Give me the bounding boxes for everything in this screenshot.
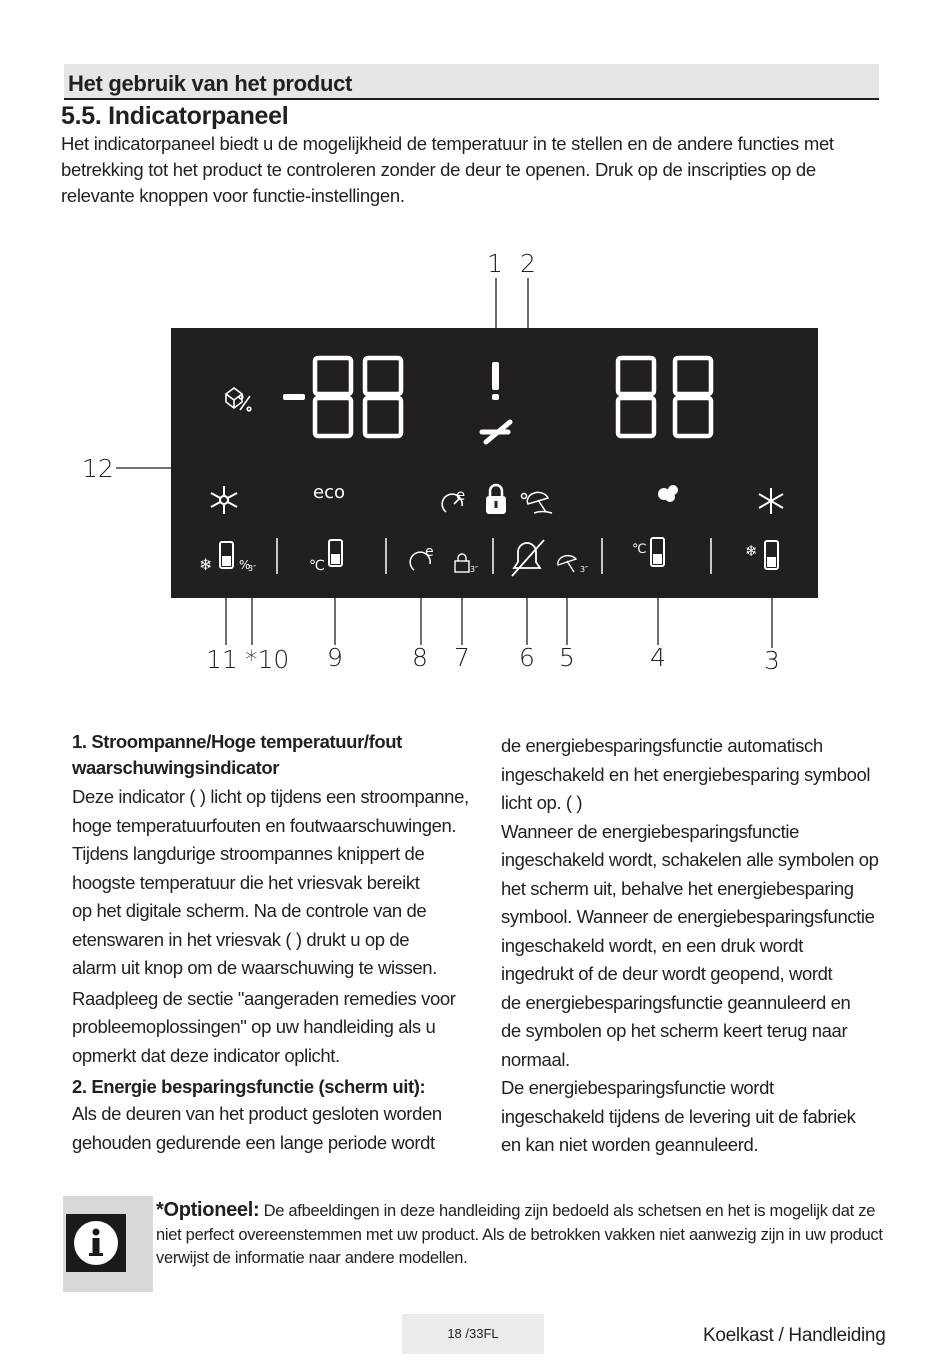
hold-3s-label-5: 3″ (580, 565, 589, 574)
right-column (501, 732, 896, 1160)
p1-line: etenswaren in het vriesvak ( ) drukt u op de (72, 928, 410, 950)
callout-5: 5 (559, 643, 575, 672)
energy-saving-icon (482, 422, 510, 442)
p2-line: Raadpleeg de sectie "aangeraden remedies voor (72, 987, 456, 1009)
heading-1a: 1. Stroompanne/Hoge temperatuur/fout (72, 731, 402, 752)
fridge-digit-1 (618, 358, 654, 436)
p1-line: alarm uit knop om de waarschuwing te wissen. (72, 957, 437, 978)
callout-10: *10 (245, 645, 290, 674)
intro-text: Het indicatorpaneel biedt u de mogelijkheid de temperatuur in te stellen en de andere functies met betrekking tot het product te controleren zonder de deur te openen. Druk op de inscripties op de relevante knoppen voor functie-instellingen. (61, 133, 834, 206)
callout-12: 12 (82, 454, 114, 483)
callout-11: 11 (206, 645, 238, 674)
snowflake-small-icon: ❄ (199, 555, 213, 574)
fridge-temp-button[interactable] (632, 538, 664, 566)
r2-line: de symbolen op het scherm keert terug naar (501, 1020, 848, 1041)
callout-6: 6 (519, 643, 535, 672)
r1-line: de energiebesparingsfunctie automatisch (501, 735, 823, 756)
r2-line: het scherm uit, behalve het energiebesparing (501, 877, 854, 899)
page-heading: 5.5. Indicatorpaneel (61, 102, 289, 130)
ice-button[interactable] (239, 558, 256, 573)
r2-line: ingedrukt of de deur wordt geopend, wordt (501, 963, 833, 984)
r2-line: ingeschakeld wordt, en een druk wordt (501, 934, 803, 956)
r3-line: De energiebesparingsfunctie wordt (501, 1077, 774, 1098)
freeze-icon (759, 488, 783, 514)
key-lock-button[interactable] (455, 554, 469, 572)
r1-line: licht op. ( ) (501, 792, 583, 813)
callout-7: 7 (454, 643, 470, 672)
optional-note (156, 1199, 886, 1271)
p3-line: Als de deuren van het product gesloten worden (72, 1103, 442, 1124)
callout-4: 4 (650, 643, 666, 672)
p1-line: hoogste temperatuur die het vriesvak bereikt (72, 871, 420, 893)
hold-3s-label-10: 3″ (248, 564, 257, 573)
page-number-box (402, 1314, 544, 1354)
fridge-digit-2 (675, 358, 711, 436)
p1-line: op het digitale scherm. Na de controle van de (72, 900, 427, 921)
fruit-icon (658, 485, 678, 502)
p3-line: gehouden gedurende een lange periode wordt (72, 1131, 435, 1153)
r3-line: en kan niet worden geannuleerd. (501, 1134, 759, 1155)
sun-umbrella-button[interactable] (558, 556, 576, 572)
warning-indicator-icon (492, 362, 499, 400)
eco-label: eco (313, 482, 345, 503)
quick-freeze-button[interactable] (745, 541, 778, 569)
r2-line: Wanneer de energiebesparingsfunctie (501, 820, 799, 842)
r1-line: ingeschakeld en het energiebesparing symbool (501, 763, 871, 785)
alarm-off-button[interactable] (512, 540, 544, 576)
note-label: *Optioneel: (156, 1199, 260, 1221)
fridge-setting-button[interactable] (309, 540, 342, 574)
page-number: 18 /33FL (447, 1326, 499, 1341)
r2-line: symbool. Wanneer de energiebesparingsfunctie (501, 906, 875, 927)
sun-umbrella-icon (522, 492, 553, 513)
section-title: Het gebruik van het product (68, 71, 353, 96)
heading-1b: waarschuwingsindicator (72, 757, 280, 778)
note-text: De afbeeldingen in deze handleiding zijn bedoeld als schetsen en het is mogelijk dat ze niet perfect overeenstemmen met uw product. Als de betrokken vakken niet aanwezig zijn in uw product verwijst de informatie naar andere modellen. (156, 1202, 883, 1267)
r3-line: ingeschakeld tijdens de levering uit de fabriek (501, 1105, 856, 1127)
p1-line: Tijdens langdurige stroompannes knippert de (72, 843, 425, 864)
r2-line: normaal. (501, 1048, 570, 1070)
celsius-label-9: ℃ (309, 558, 325, 574)
r2-line: ingeschakeld wordt, schakelen alle symbolen op (501, 849, 879, 870)
r2-line: de energiebesparingsfunctie geannuleerd en (501, 991, 851, 1013)
snowflake-icon (211, 486, 237, 514)
info-box (63, 1196, 153, 1292)
p2-line: probleemoplossingen" op uw handleiding als u (72, 1016, 436, 1037)
freezer-setting-button[interactable] (199, 542, 233, 574)
callout-1: 1 (487, 249, 503, 278)
callout-2: 2 (520, 249, 536, 278)
info-icon (63, 1196, 153, 1292)
p1-line: Deze indicator ( ) licht op tijdens een stroompanne, (72, 786, 469, 807)
p1-line: hoge temperatuurfouten en foutwaarschuwingen. (72, 814, 457, 836)
footer-title: Koelkast / Handleiding (703, 1325, 886, 1346)
callout-3: 3 (764, 646, 780, 675)
freezer-digit-1 (315, 358, 351, 436)
vacation-e-label: e (456, 486, 466, 504)
ice-small-icon: % (239, 558, 251, 572)
snowflake-small-icon-3: ❄ (745, 542, 758, 560)
callout-8: 8 (412, 643, 428, 672)
freezer-digit-2 (365, 358, 401, 436)
callout-9: 9 (327, 643, 343, 672)
hold-3s-label-7: 3″ (470, 565, 479, 574)
p2-line: opmerkt dat deze indicator oplicht. (72, 1044, 340, 1066)
lock-icon (486, 485, 506, 514)
callout-lines (116, 278, 772, 648)
heading-2: 2. Energie besparingsfunctie (scherm uit): (72, 1076, 426, 1097)
vacation-button-e: e (425, 544, 434, 560)
minus-segment (283, 394, 305, 400)
left-column (72, 729, 482, 1157)
ice-icon (226, 388, 251, 411)
celsius-label-4: ℃ (632, 542, 647, 557)
